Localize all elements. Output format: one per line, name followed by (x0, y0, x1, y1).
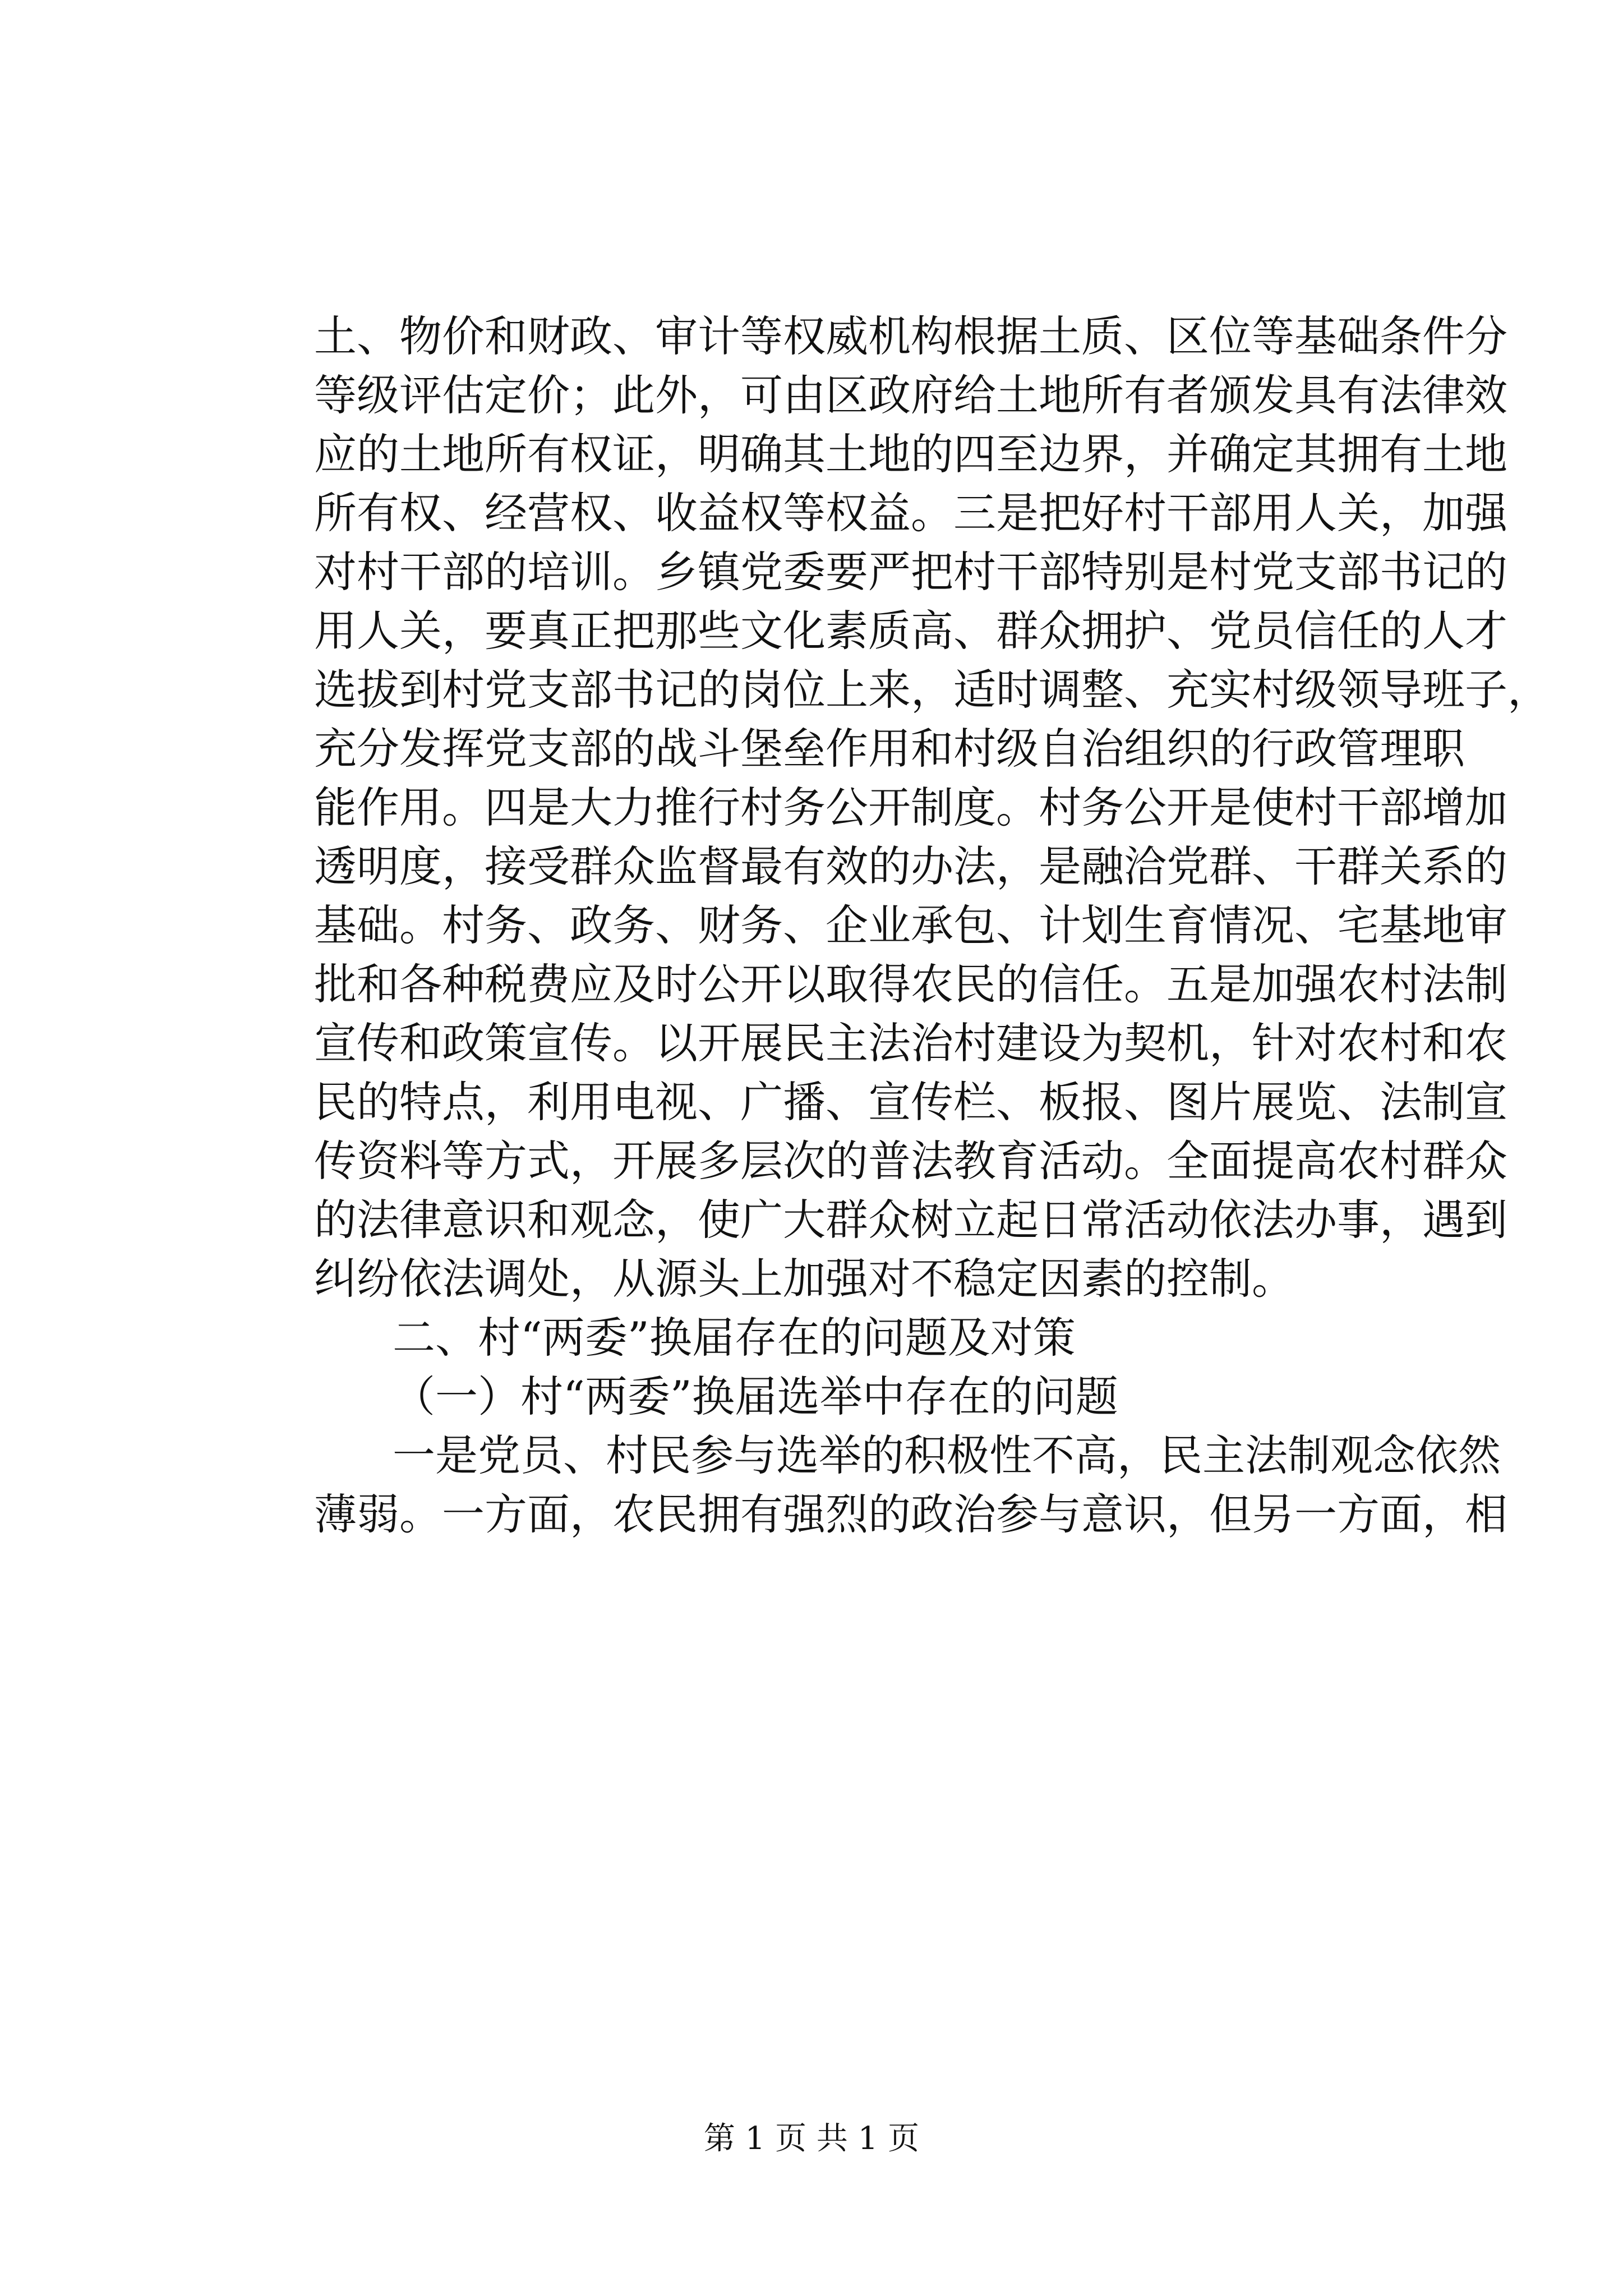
text-line-21: 薄弱。一方面，农民拥有强烈的政治参与意识，但另一方面，相 (314, 1489, 1507, 1539)
subsection-heading: （一）村“两委”换届选举中存在的问题 (393, 1372, 1118, 1421)
text-line-3: 应的土地所有权证，明确其土地的四至边界，并确定其拥有土地 (314, 429, 1507, 479)
text-line-20: 一是党员、村民参与选举的积极性不高，民主法制观念依然 (393, 1430, 1501, 1480)
text-line-15: 传资料等方式，开展多层次的普法教育活动。全面提高农村群众 (314, 1136, 1507, 1186)
text-line-13: 宣传和政策宣传。以开展民主法治村建设为契机，针对农村和农 (314, 1018, 1507, 1068)
text-line-16: 的法律意识和观念，使广大群众树立起日常活动依法办事，遇到 (314, 1195, 1507, 1245)
section-heading: 二、村“两委”换届存在的问题及对策 (393, 1313, 1076, 1363)
text-line-1: 土、物价和财政、审计等权威机构根据土质、区位等基础条件分 (314, 311, 1507, 361)
text-line-5: 对村干部的培训。乡镇党委要严把村干部特别是村党支部书记的 (314, 547, 1507, 597)
text-line-8: 充分发挥党支部的战斗堡垒作用和村级自治组织的行政管理职 (314, 724, 1465, 774)
text-line-14: 民的特点，利用电视、广播、宣传栏、板报、图片展览、法制宣 (314, 1077, 1507, 1127)
text-line-2: 等级评估定价；此外，可由区政府给土地所有者颁发具有法律效 (314, 370, 1507, 420)
text-line-10: 透明度，接受群众监督最有效的办法，是融洽党群、干群关系的 (314, 841, 1507, 891)
text-line-11: 基础。村务、政务、财务、企业承包、计划生育情况、宅基地审 (314, 900, 1507, 950)
text-line-4: 所有权、经营权、收益权等权益。三是把好村干部用人关，加强 (314, 488, 1507, 538)
text-line-17: 纠纷依法调处，从源头上加强对不稳定因素的控制。 (314, 1254, 1294, 1304)
text-line-9: 能作用。四是大力推行村务公开制度。村务公开是使村干部增加 (314, 783, 1507, 832)
text-line-6: 用人关，要真正把那些文化素质高、群众拥护、党员信任的人才 (314, 606, 1507, 656)
page-number-footer: 第 1 页 共 1 页 (703, 2120, 920, 2157)
text-line-12: 批和各种税费应及时公开以取得农民的信任。五是加强农村法制 (314, 959, 1507, 1009)
text-line-7: 选拔到村党支部书记的岗位上来，适时调整、充实村级领导班子， (314, 665, 1550, 715)
